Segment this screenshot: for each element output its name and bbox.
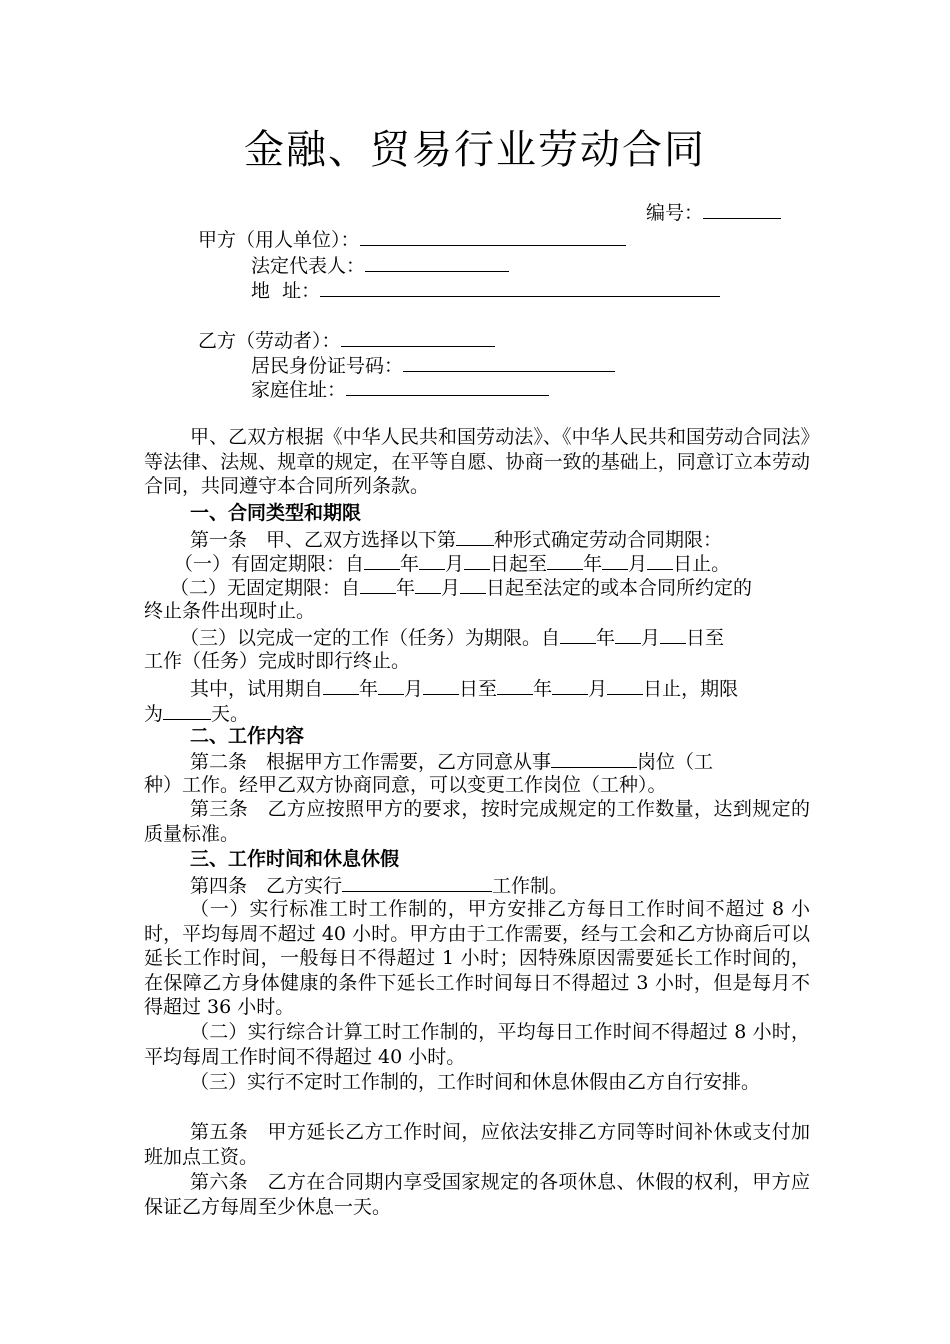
party-b-field <box>198 326 495 354</box>
probation-text: 其中，试用期自 <box>190 678 324 700</box>
option-2-text: （二）无固定期限：自 <box>170 577 361 599</box>
option-1-end-month[interactable] <box>602 549 628 570</box>
month-label: 月 <box>441 577 461 599</box>
article-4-item-2: （二）实行综合计算工时工作制的，平均每日工作时间不得超过 8 小时，平均每周工作时间不得超过 40 小时。 <box>144 1021 810 1068</box>
option-2-start-month[interactable] <box>415 573 441 594</box>
id-number-label: 居民身份证号码： <box>251 355 404 377</box>
section-1-heading: 一、合同类型和期限 <box>190 502 362 524</box>
probation-start-year[interactable] <box>323 674 359 695</box>
intro-paragraph: 甲、乙双方根据《中华人民共和国劳动法》、《中华人民共和国劳动合同法》等法律、法规、规章的规定，在平等自愿、协商一致的基础上，同意订立本劳动合同，共同遵守本合同所列条款。 <box>144 426 810 497</box>
option-2-start-year[interactable] <box>360 573 396 594</box>
id-number-blank[interactable] <box>403 351 615 372</box>
probation-days-unit: 天。 <box>211 703 250 725</box>
address-label: 地 址： <box>251 280 321 302</box>
probation-end-day[interactable] <box>607 674 643 695</box>
option-1-start-day[interactable] <box>464 549 490 570</box>
probation-start-day[interactable] <box>423 674 459 695</box>
article-1-text: 第一条 甲、乙双方选择以下第 <box>190 529 457 551</box>
option-3-continuation: 工作（任务）完成时即行终止。 <box>144 650 411 672</box>
year-label: 年 <box>359 678 379 700</box>
article-4-text: 第四条 乙方实行 <box>190 875 343 897</box>
option-1-end-day[interactable] <box>647 549 673 570</box>
legal-rep-label: 法定代表人： <box>251 255 366 277</box>
probation-text-end: 日止，期限 <box>643 678 739 700</box>
section-2-heading: 二、工作内容 <box>190 725 305 747</box>
legal-rep-blank[interactable] <box>365 251 509 272</box>
serial-number-field <box>646 198 781 226</box>
legal-rep-field <box>251 251 509 279</box>
option-2-open-term <box>170 573 752 601</box>
option-1-text: （一）有固定期限：自 <box>174 553 365 575</box>
section-3-heading: 三、工作时间和休息休假 <box>190 848 400 870</box>
option-3-task-term <box>180 623 724 651</box>
year-label: 年 <box>400 553 420 575</box>
position-blank[interactable] <box>551 747 637 768</box>
month-label: 月 <box>404 678 424 700</box>
probation-end-year[interactable] <box>497 674 533 695</box>
article-2-continuation: 种）工作。经甲乙双方协商同意，可以变更工作岗位（工种）。 <box>144 774 667 796</box>
article-4-item-1: （一）实行标准工时工作制的，甲方安排乙方每日工作时间不超过 8 小时，平均每周不超过 40 小时。甲方由于工作需要，经与工会和乙方协商后可以延长工作时间，一般每日不得超过 1 小时；因特殊原因需要延长工作时间的，在保障乙方身体健康的条件下延长工作时间每日不得超过 3 小时，但是每月不得超过 36 小时。 <box>144 898 810 1018</box>
party-b-label: 乙方（劳动者）： <box>198 330 341 352</box>
option-3-start-year[interactable] <box>560 623 596 644</box>
year-label: 年 <box>396 577 416 599</box>
party-b-blank[interactable] <box>341 326 495 347</box>
option-3-text-end: 日至 <box>686 627 725 649</box>
option-1-start-year[interactable] <box>364 549 400 570</box>
month-label: 月 <box>445 553 465 575</box>
option-3-start-month[interactable] <box>615 623 641 644</box>
option-2-start-day[interactable] <box>460 573 486 594</box>
probation-start-month[interactable] <box>378 674 404 695</box>
address-field <box>251 276 720 304</box>
article-2 <box>190 747 713 775</box>
article-4-item-3: （三）实行不定时工作制的，工作时间和休息休假由乙方自行安排。 <box>190 1071 761 1093</box>
home-address-blank[interactable] <box>346 375 549 396</box>
option-1-text-mid: 日起至 <box>490 553 548 575</box>
address-blank[interactable] <box>320 276 720 297</box>
year-label: 年 <box>533 678 553 700</box>
article-6: 第六条 乙方在合同期内享受国家规定的各项休息、休假的权利，甲方应保证乙方每周至少休息一天。 <box>144 1171 810 1218</box>
home-address-label: 家庭住址： <box>251 379 347 401</box>
article-4-text-end: 工作制。 <box>492 875 569 897</box>
month-label: 月 <box>628 553 648 575</box>
probation-period <box>190 674 738 702</box>
article-5: 第五条 甲方延长乙方工作时间，应依法安排乙方同等时间补休或支付加班加点工资。 <box>144 1121 810 1168</box>
work-hour-system-blank[interactable] <box>342 871 492 892</box>
probation-days-text: 为 <box>144 703 164 725</box>
option-3-text: （三）以完成一定的工作（任务）为期限。自 <box>180 627 561 649</box>
document-title: 金融、贸易行业劳动合同 <box>244 127 706 173</box>
party-a-field <box>198 225 626 253</box>
option-3-start-day[interactable] <box>660 623 686 644</box>
probation-end-month[interactable] <box>552 674 588 695</box>
article-1-text-end: 种形式确定劳动合同期限： <box>494 529 723 551</box>
probation-days-blank[interactable] <box>163 699 211 720</box>
option-2-continuation: 终止条件出现时止。 <box>144 600 316 622</box>
serial-number-label: 编号： <box>646 202 704 224</box>
article-2-text: 第二条 根据甲方工作需要，乙方同意从事 <box>190 751 552 773</box>
option-1-end-year[interactable] <box>547 549 583 570</box>
option-2-text-end: 日起至法定的或本合同所约定的 <box>486 577 753 599</box>
home-address-field <box>251 375 549 403</box>
probation-text-mid: 日至 <box>459 678 498 700</box>
year-label: 年 <box>596 627 616 649</box>
option-1-text-end: 日止。 <box>673 553 731 575</box>
party-a-blank[interactable] <box>360 225 626 246</box>
option-1-start-month[interactable] <box>419 549 445 570</box>
contract-type-blank[interactable] <box>456 525 494 546</box>
party-a-label: 甲方（用人单位）： <box>198 229 360 251</box>
article-3: 第三条 乙方应按照甲方的要求，按时完成规定的工作数量，达到规定的质量标准。 <box>144 798 810 845</box>
month-label: 月 <box>641 627 661 649</box>
month-label: 月 <box>588 678 608 700</box>
article-4 <box>190 871 568 899</box>
article-2-text-end: 岗位（工 <box>637 751 714 773</box>
year-label: 年 <box>583 553 603 575</box>
serial-number-blank[interactable] <box>703 198 781 219</box>
